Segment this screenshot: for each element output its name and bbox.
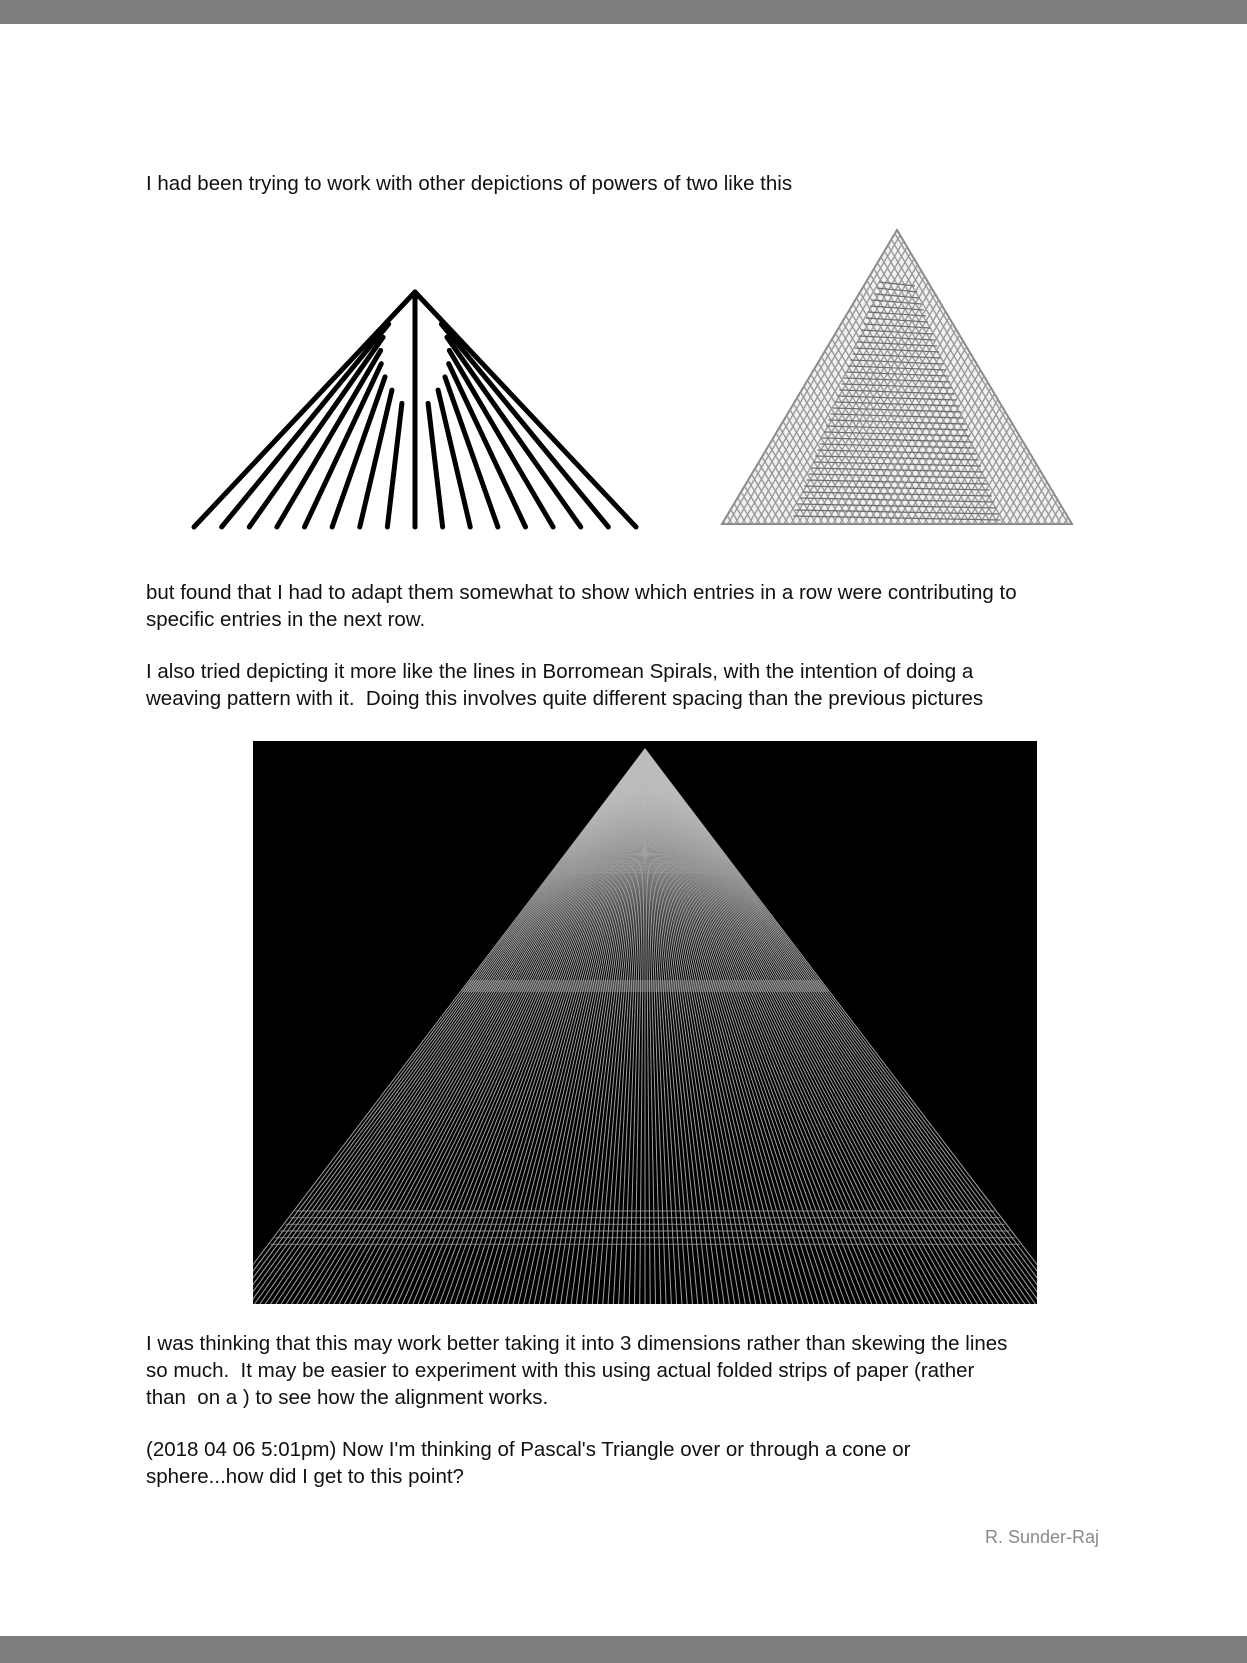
paragraph-intro: I had been trying to work with other depictions of powers of two like this <box>146 172 793 195</box>
fan-lines-figure <box>180 284 650 534</box>
paragraph-adapt: but found that I had to adapt them somewhat to show which entries in a row were contributing to specific entries in the next row. <box>146 581 1017 631</box>
weaving-triangle-figure <box>253 741 1037 1304</box>
paragraph-borromean: I also tried depicting it more like the lines in Borromean Spirals, with the intention of doing a weaving pattern with it. Doing this involves quite different spacing than the previous pictures <box>146 660 984 710</box>
document-page <box>0 24 1247 1636</box>
pencil-triangle-sketch <box>716 222 1078 538</box>
author-signature: R. Sunder-Raj <box>984 1527 1099 1547</box>
paragraph-pascal-cone: (2018 04 06 5:01pm) Now I'm thinking of Pascal's Triangle over or through a cone or sphere...how did I get to this point? <box>146 1438 911 1488</box>
paragraph-three-dimensions: I was thinking that this may work better taking it into 3 dimensions rather than skewing the lines so much. It may be easier to experiment with this using actual folded strips of paper (rather than on a ) to see how the alignment works. <box>146 1332 1008 1409</box>
